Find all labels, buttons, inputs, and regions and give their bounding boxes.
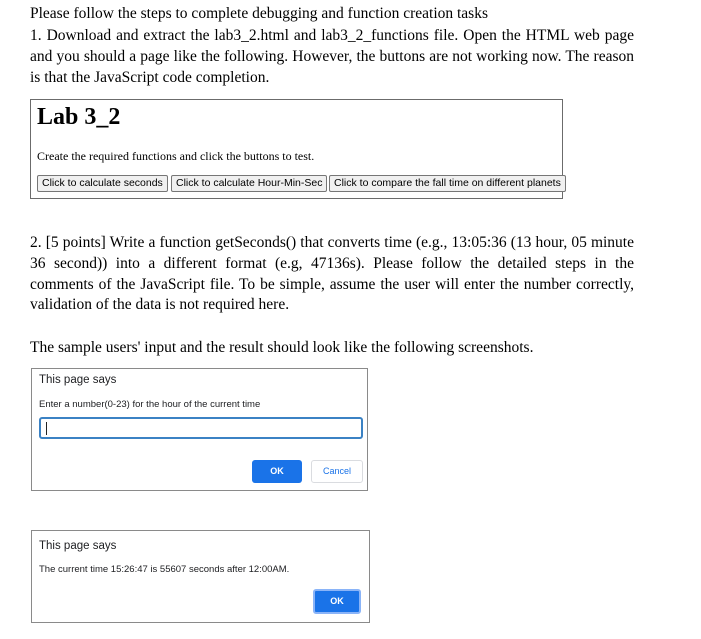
hour-input[interactable] <box>39 417 363 439</box>
text-caret <box>46 422 47 435</box>
alert-dialog <box>31 530 370 623</box>
calculate-hour-min-sec-button[interactable]: Click to calculate Hour-Min-Sec <box>171 175 327 192</box>
sample-text: The sample users' input and the result should look like the following screenshots. <box>30 339 534 356</box>
calculate-seconds-button[interactable]: Click to calculate seconds <box>37 175 168 192</box>
prompt-dialog <box>31 368 368 491</box>
alert-ok-button[interactable]: OK <box>313 589 361 614</box>
alert-dialog-message: The current time 15:26:47 is 55607 seconds after 12:00AM. <box>39 564 290 575</box>
prompt-ok-button[interactable]: OK <box>252 460 302 483</box>
alert-dialog-title: This page says <box>39 540 117 552</box>
prompt-dialog-message: Enter a number(0-23) for the hour of the current time <box>39 399 261 410</box>
lab-page-screenshot <box>30 99 563 199</box>
step-2-text: 2. [5 points] Write a function getSeconds() that converts time (e.g., 13:05:36 (13 hour, 05 minute 36 second)) into a different format (e.g, 47136s). Please follow the detailed steps in the comments of the JavaScript file. To be simple, assume the user will enter the number correctly, validation of the data is not required here. <box>30 234 634 314</box>
compare-fall-time-button[interactable]: Click to compare the fall time on different planets <box>329 175 566 192</box>
prompt-dialog-title: This page says <box>39 374 117 386</box>
lab-title: Lab 3_2 <box>37 104 121 130</box>
step-1-text: 1. Download and extract the lab3_2.html and lab3_2_functions file. Open the HTML web page and you should a page like the following. However, the buttons are not working now. The reason is that the JavaScript code completion. <box>30 27 634 86</box>
intro-heading: Please follow the steps to complete debugging and function creation tasks <box>30 5 488 22</box>
prompt-cancel-button[interactable]: Cancel <box>311 460 363 483</box>
lab-description: Create the required functions and click the buttons to test. <box>37 149 315 163</box>
